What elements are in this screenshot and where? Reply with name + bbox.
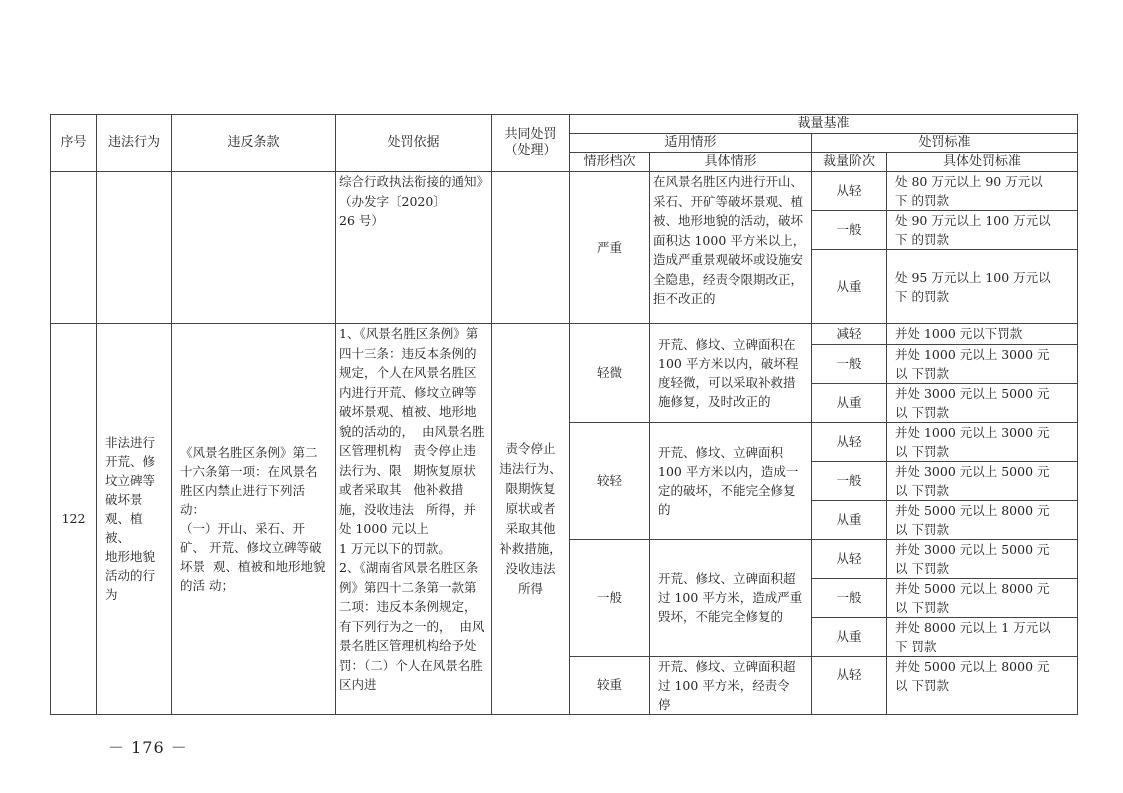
level-cell: 轻微 xyxy=(570,324,650,423)
common-cell: 责令停止 违法行为、 限期恢复 原状或者 采取其他 补救措施， 没收违法 所得 xyxy=(492,324,570,715)
tier-cell: 从轻 xyxy=(812,422,887,461)
cont-level-cell: 严重 xyxy=(570,172,650,324)
header-act: 违法行为 xyxy=(97,115,172,172)
tier-cell: 一般 xyxy=(812,461,887,500)
cont-detail-cell: 在风景名胜区内进行开山、采石、开矿等破坏景观、植被、地形地貌的活动，破坏面积达 1000 平方米以上，造成严重景观破坏或设施安全隐患，经责令限期改正，拒不改正的 xyxy=(650,172,812,324)
cont-tier-cell: 从轻 xyxy=(812,172,887,211)
header-basis: 处罚依据 xyxy=(336,115,492,172)
detail-cell: 开荒、修坟、立碑面积超过 100 平方米，造成严重 毁坏，不能完全修复的 xyxy=(650,539,812,656)
penalty-cell: 并处 5000 元以上 8000 元 以 下罚款 xyxy=(887,500,1078,539)
seq-cell: 122 xyxy=(51,324,97,715)
header-seq: 序号 xyxy=(51,115,97,172)
penalty-cell: 并处 3000 元以上 5000 元 以 下罚款 xyxy=(887,539,1078,578)
basis-cell: 1、《风景名胜区条例》第四十三条：违反本条例的规定，个人在风景名胜区内进行开荒、修坟立碑等破坏景观、植被、地形地貌的活动的， 由风景名胜区管理机构 责令停止违法行为、限 期恢复原状或者采取其 他补救措施，没收违法 所得，并处 1000 元以上 1 万元以下的罚款。 2、《湖南省风景名胜区条例》第四十二条第一款第二项：违反本条例规定，有下列行为之一的， 由风景名胜区管理机构给予处罚：（二）个人在风景名胜区内进 xyxy=(336,324,492,715)
header-level: 情形档次 xyxy=(570,153,650,172)
header-clause: 违反条款 xyxy=(172,115,336,172)
act-cell: 非法进行 开荒、修 坟立碑等 破坏景 观、植被、 地形地貌 活动的行 为 xyxy=(97,324,172,715)
tier-cell: 从重 xyxy=(812,617,887,656)
header-applicable: 适用情形 xyxy=(570,134,812,153)
cont-penalty-cell: 处 90 万元以上 100 万元以 下 的罚款 xyxy=(887,211,1078,250)
detail-cell: 开荒、修坟、立碑面积 100 平方米以内，造成一定的破坏，不能完全修复的 xyxy=(650,422,812,539)
cont-seq-cell xyxy=(51,172,97,324)
header-baseline: 裁量基准 xyxy=(570,115,1078,134)
header-detail: 具体情形 xyxy=(650,153,812,172)
tier-cell: 从轻 xyxy=(812,656,887,714)
cont-common-cell xyxy=(492,172,570,324)
cont-basis-cell: 综合行政执法衔接的通知》（办发字〔2020〕 26 号） xyxy=(336,172,492,324)
header-tier: 裁量阶次 xyxy=(812,153,887,172)
penalty-cell: 并处 3000 元以上 5000 元 以 下罚款 xyxy=(887,461,1078,500)
penalty-cell: 并处 3000 元以上 5000 元 以 下罚款 xyxy=(887,383,1078,422)
cont-penalty-cell: 处 95 万元以上 100 万元以 下 的罚款 xyxy=(887,250,1078,324)
penalty-cell: 并处 1000 元以上 3000 元 以 下罚款 xyxy=(887,344,1078,383)
penalty-cell: 并处 5000 元以上 8000 元 以 下罚款 xyxy=(887,578,1078,617)
header-penalty-standard: 处罚标准 xyxy=(812,134,1078,153)
header-common: 共同处罚 （处理） xyxy=(492,115,570,172)
cont-tier-cell: 从重 xyxy=(812,250,887,324)
tier-cell: 从重 xyxy=(812,383,887,422)
penalty-cell: 并处 1000 元以下罚款 xyxy=(887,324,1078,345)
tier-cell: 从重 xyxy=(812,500,887,539)
level-cell: 一般 xyxy=(570,539,650,656)
clause-cell: 《风景名胜区条例》第二十六条第一项：在风景名胜区内禁止进行下列活动： （一）开山、采石、开矿、 开荒、修坟立碑等破坏景 观、植被和地形地貌的活 动； xyxy=(172,324,336,715)
penalty-cell: 并处 1000 元以上 3000 元 以 下罚款 xyxy=(887,422,1078,461)
penalty-table xyxy=(50,114,1078,715)
page-number: － 176 － xyxy=(108,738,188,757)
table-header xyxy=(51,115,1078,172)
tier-cell: 一般 xyxy=(812,578,887,617)
cont-tier-cell: 一般 xyxy=(812,211,887,250)
cont-act-cell xyxy=(97,172,172,324)
table-row xyxy=(51,172,1078,211)
tier-cell: 一般 xyxy=(812,344,887,383)
tier-cell: 减轻 xyxy=(812,324,887,345)
level-cell: 较轻 xyxy=(570,422,650,539)
cont-penalty-cell: 处 80 万元以上 90 万元以 下 的罚款 xyxy=(887,172,1078,211)
detail-cell: 开荒、修坟、立碑面积在 100 平方米以内，破坏程度轻微，可以采取补救措施修复，及时改正的 xyxy=(650,324,812,423)
detail-cell: 开荒、修坟、立碑面积超过 100 平方米，经责令 停 xyxy=(650,656,812,714)
tier-cell: 从轻 xyxy=(812,539,887,578)
table-body xyxy=(51,172,1078,715)
penalty-cell: 并处 8000 元以上 1 万元以 下 罚款 xyxy=(887,617,1078,656)
level-cell: 较重 xyxy=(570,656,650,714)
cont-clause-cell xyxy=(172,172,336,324)
header-specific: 具体处罚标准 xyxy=(887,153,1078,172)
penalty-cell: 并处 5000 元以上 8000 元 以 下罚款 xyxy=(887,656,1078,714)
table-row xyxy=(51,324,1078,345)
